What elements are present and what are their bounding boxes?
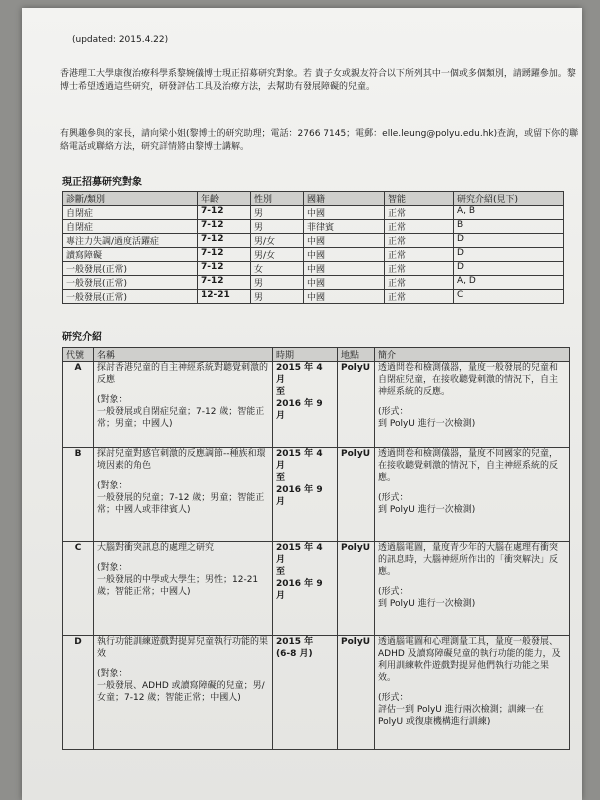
study-place: PolyU xyxy=(338,636,375,750)
study-name: 大腦對衝突訊息的處理之研究 xyxy=(97,543,215,553)
studies-header: 時期 xyxy=(273,348,338,362)
recruit-header: 診斷/類別 xyxy=(63,192,198,206)
study-code: A xyxy=(63,362,94,448)
study-period-line: 至 xyxy=(276,567,286,577)
study-subject-label: (對象： xyxy=(97,395,128,405)
recruit-cell: D xyxy=(454,234,564,248)
recruit-row xyxy=(63,220,564,234)
study-place: PolyU xyxy=(338,448,375,542)
recruit-row xyxy=(63,248,564,262)
recruit-cell: 7-12 xyxy=(198,220,251,234)
study-code: C xyxy=(63,542,94,636)
recruit-cell: 中國 xyxy=(304,248,385,262)
study-period-line: 2016 年 9 月 xyxy=(276,579,323,601)
recruit-cell: 7-12 xyxy=(198,262,251,276)
intro-paragraph: 香港理工大學康復治療科學系黎婉儀博士現正招募研究對象。若 貴子女或親友符合以下所列其中一個或多個類別，請踴躍參加。黎博士希望透過這些研究，研發評估工具及治療方法，去幫助有發展障礙的兒童。 xyxy=(60,69,576,92)
recruit-cell: 7-12 xyxy=(198,206,251,220)
study-subject: 一般發展的中學或大學生；男性；12-21 歲；智能正常；中國人) xyxy=(97,575,259,597)
study-place: PolyU xyxy=(338,362,375,448)
recruit-cell: 自閉症 xyxy=(63,206,198,220)
recruit-cell: 正常 xyxy=(385,220,454,234)
recruit-cell: 正常 xyxy=(385,276,454,290)
recruit-cell: 正常 xyxy=(385,234,454,248)
study-name: 探討香港兒童的自主神經系統對聽覺刺激的反應 xyxy=(97,363,269,385)
recruit-cell: 男 xyxy=(251,220,304,234)
recruit-header: 國籍 xyxy=(304,192,385,206)
studies-header-row xyxy=(63,348,570,362)
study-period-line: 2015 年 4 月 xyxy=(276,363,323,385)
study-row xyxy=(63,448,570,542)
recruit-table xyxy=(62,191,564,304)
study-period-cell xyxy=(273,362,338,448)
study-desc-cell xyxy=(375,362,570,448)
study-form-label: (形式： xyxy=(378,407,409,417)
study-subject: 一般發展或自閉症兒童；7-12 歲；智能正常；男童；中國人) xyxy=(97,407,265,429)
study-subject: 一般發展的兒童；7-12 歲；男童；智能正常；中國人或菲律賓人) xyxy=(97,493,265,515)
study-subject-label: (對象： xyxy=(97,481,128,491)
study-form: 評估一到 PolyU 進行兩次檢測；訓練一在 PolyU 或復康機構進行訓練) xyxy=(378,705,544,727)
document-page xyxy=(22,8,582,800)
studies-header: 代號 xyxy=(63,348,94,362)
study-period-line: 至 xyxy=(276,473,286,483)
recruit-cell: 中國 xyxy=(304,290,385,304)
study-desc-cell xyxy=(375,448,570,542)
recruit-cell: 正常 xyxy=(385,248,454,262)
study-period-line: 至 xyxy=(276,387,286,397)
recruit-row xyxy=(63,276,564,290)
study-desc: 透過腦電圖和心理測量工具，量度一般發展、ADHD 及讀寫障礙兒童的執行功能的能力，及利用訓練軟件遊戲對提昇他們執行功能之果效。 xyxy=(378,637,561,683)
study-subject-label: (對象： xyxy=(97,669,128,679)
recruit-row xyxy=(63,206,564,220)
study-form: 到 PolyU 進行一次檢測) xyxy=(378,599,476,609)
recruit-cell: 男/女 xyxy=(251,234,304,248)
study-subject: 一般發展、ADHD 或讀寫障礙的兒童；男/女童；7-12 歲；智能正常；中國人) xyxy=(97,681,265,703)
study-desc: 透過腦電圖，量度青少年的大腦在處理有衝突的訊息時，大腦神經所作出的「衝突解決」反應。 xyxy=(378,543,559,577)
recruit-cell: 男 xyxy=(251,276,304,290)
recruit-cell: 中國 xyxy=(304,206,385,220)
recruit-header: 智能 xyxy=(385,192,454,206)
recruit-cell: 正常 xyxy=(385,290,454,304)
recruit-cell: 12-21 xyxy=(198,290,251,304)
study-period-line: (6-8 月) xyxy=(276,649,313,659)
recruit-cell: C xyxy=(454,290,564,304)
recruit-cell: 中國 xyxy=(304,262,385,276)
study-name-cell xyxy=(94,636,273,750)
studies-header: 名稱 xyxy=(94,348,273,362)
study-period-line: 2016 年 9 月 xyxy=(276,399,323,421)
recruit-cell: 正常 xyxy=(385,262,454,276)
recruit-row xyxy=(63,262,564,276)
study-subject-label: (對象： xyxy=(97,563,128,573)
study-desc: 透過問卷和檢測儀器，量度不同國家的兒童，在接收聽覺刺激的情況下，自主神經系統的反應。 xyxy=(378,449,559,483)
study-name-cell xyxy=(94,448,273,542)
recruit-title: 現正招募研究對象 xyxy=(62,177,142,188)
recruit-cell: 自閉症 xyxy=(63,220,198,234)
study-desc: 透過問卷和檢測儀器，量度一般發展的兒童和自閉症兒童，在接收聽覺刺激的情況下，自主神經系統的反應。 xyxy=(378,363,559,397)
study-row xyxy=(63,542,570,636)
studies-title: 研究介紹 xyxy=(62,332,102,343)
recruit-header-row xyxy=(63,192,564,206)
recruit-cell: 菲律賓 xyxy=(304,220,385,234)
recruit-cell: B xyxy=(454,220,564,234)
recruit-header: 性別 xyxy=(251,192,304,206)
recruit-cell: 7-12 xyxy=(198,234,251,248)
studies-header: 地點 xyxy=(338,348,375,362)
recruit-cell: 中國 xyxy=(304,234,385,248)
study-code: D xyxy=(63,636,94,750)
recruit-cell: 中國 xyxy=(304,276,385,290)
recruit-cell: 一般發展(正常) xyxy=(63,290,198,304)
study-period-cell xyxy=(273,448,338,542)
studies-table xyxy=(62,347,570,750)
recruit-row xyxy=(63,234,564,248)
recruit-cell: A, D xyxy=(454,276,564,290)
study-period-line: 2016 年 9 月 xyxy=(276,485,323,507)
study-period-line: 2015 年 4 月 xyxy=(276,543,323,565)
study-period-cell xyxy=(273,636,338,750)
study-period-line: 2015 年 4 月 xyxy=(276,449,323,471)
recruit-cell: 7-12 xyxy=(198,248,251,262)
recruit-cell: 正常 xyxy=(385,206,454,220)
study-row xyxy=(63,636,570,750)
recruit-cell: D xyxy=(454,262,564,276)
recruit-cell: 男 xyxy=(251,206,304,220)
study-form: 到 PolyU 進行一次檢測) xyxy=(378,505,476,515)
study-desc-cell xyxy=(375,542,570,636)
recruit-cell: 女 xyxy=(251,262,304,276)
study-name-cell xyxy=(94,362,273,448)
studies-header: 簡介 xyxy=(375,348,570,362)
recruit-cell: 男/女 xyxy=(251,248,304,262)
study-form-label: (形式： xyxy=(378,493,409,503)
study-name: 探討兒童對感官刺激的反應調節--種族和環境因素的角色 xyxy=(97,449,266,471)
recruit-cell: A, B xyxy=(454,206,564,220)
recruit-cell: 7-12 xyxy=(198,276,251,290)
recruit-cell: D xyxy=(454,248,564,262)
study-code: B xyxy=(63,448,94,542)
study-form-label: (形式： xyxy=(378,587,409,597)
study-place: PolyU xyxy=(338,542,375,636)
recruit-cell: 讀寫障礙 xyxy=(63,248,198,262)
recruit-cell: 男 xyxy=(251,290,304,304)
study-form-label: (形式： xyxy=(378,693,409,703)
study-row xyxy=(63,362,570,448)
recruit-header: 年齡 xyxy=(198,192,251,206)
study-name: 執行功能訓練遊戲對提昇兒童執行功能的果效 xyxy=(97,637,269,659)
recruit-row xyxy=(63,290,564,304)
study-period-line: 2015 年 xyxy=(276,637,314,647)
recruit-cell: 專注力失調/過度活躍症 xyxy=(63,234,198,248)
recruit-cell: 一般發展(正常) xyxy=(63,276,198,290)
recruit-cell: 一般發展(正常) xyxy=(63,262,198,276)
recruit-header: 研究介紹(見下) xyxy=(454,192,564,206)
study-desc-cell xyxy=(375,636,570,750)
study-form: 到 PolyU 進行一次檢測) xyxy=(378,419,476,429)
updated-date: (updated: 2015.4.22) xyxy=(72,35,169,45)
contact-paragraph: 有興趣參與的家長，請向梁小姐(黎博士的研究助理；電話：2766 7145；電郵：elle.leung@polyu.edu.hk)查詢，或留下你的聯絡電話或聯絡方法，研究詳情將由黎博士講解。 xyxy=(60,129,579,152)
study-name-cell xyxy=(94,542,273,636)
study-period-cell xyxy=(273,542,338,636)
